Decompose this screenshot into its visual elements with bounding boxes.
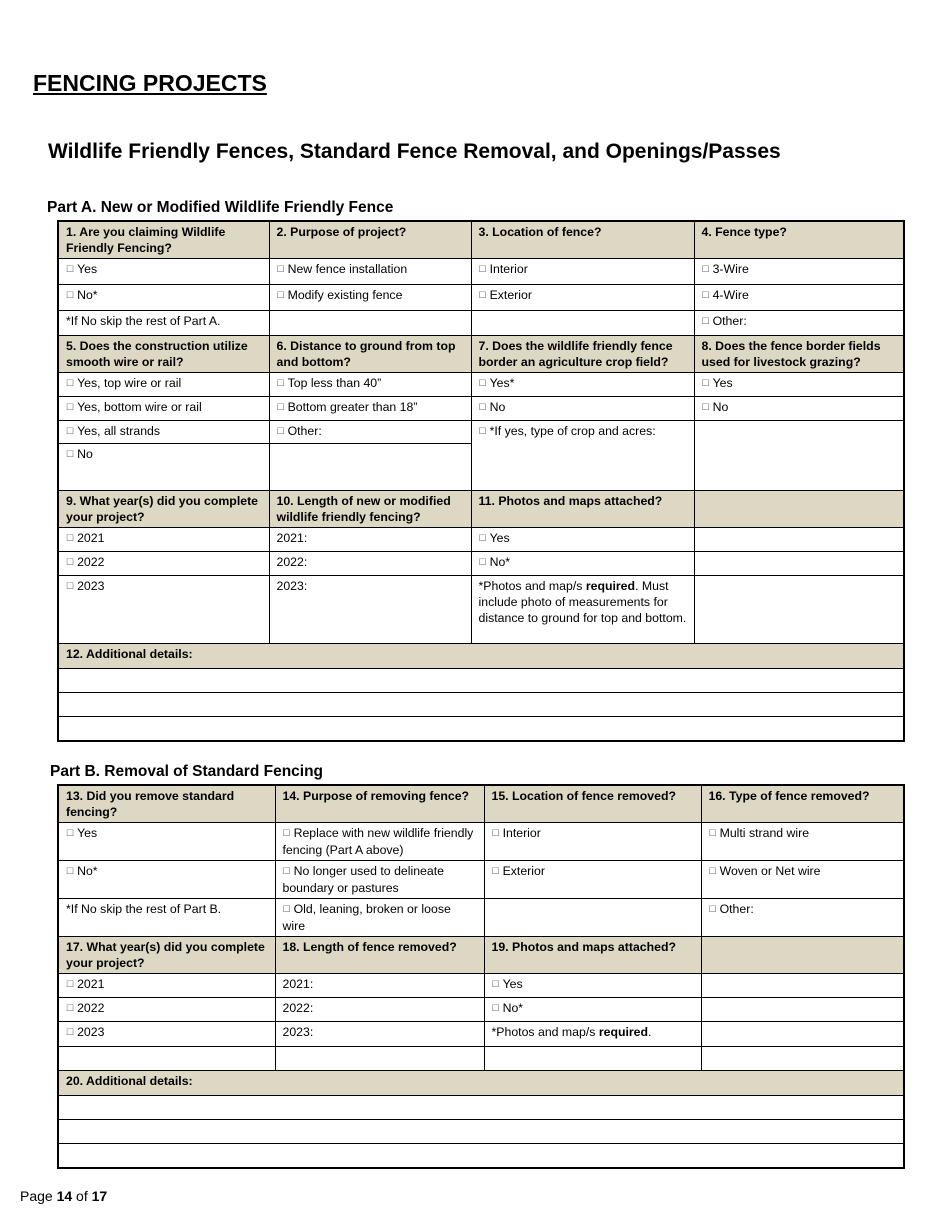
empty-cell[interactable] <box>701 1047 904 1071</box>
q10-header: 10. Length of new or modified wildlife friendly fencing? <box>269 491 471 528</box>
checkbox-icon[interactable]: ☐ <box>708 904 717 914</box>
part-a-heading: Part A. New or Modified Wildlife Friendly Fence <box>47 199 394 216</box>
q15-header: 15. Location of fence removed? <box>484 785 701 823</box>
q19-header: 19. Photos and maps attached? <box>484 937 701 974</box>
section-subtitle: Wildlife Friendly Fences, Standard Fence Removal, and Openings/Passes <box>48 140 781 163</box>
q8-header: 8. Does the fence border fields used for livestock grazing? <box>694 336 904 373</box>
q5-option-bottom[interactable]: ☐ Yes, bottom wire or rail <box>58 397 269 421</box>
checkbox-icon[interactable]: ☐ <box>66 449 75 459</box>
empty-cell[interactable] <box>484 1047 701 1071</box>
q6-option-other[interactable]: ☐ Other: <box>269 421 471 444</box>
checkbox-icon[interactable]: ☐ <box>66 426 75 436</box>
q19-option-no[interactable]: ☐ No* <box>484 998 701 1022</box>
empty-header <box>701 937 904 974</box>
q19-note: *Photos and map/s required. <box>484 1022 701 1047</box>
q5-option-no[interactable]: ☐ No <box>58 444 269 491</box>
empty-cell[interactable] <box>269 311 471 336</box>
q10-length-2021[interactable]: 2021: <box>269 528 471 552</box>
q10-length-2023[interactable]: 2023: <box>269 576 471 644</box>
checkbox-icon[interactable]: ☐ <box>276 290 285 300</box>
checkbox-icon[interactable]: ☐ <box>282 904 291 914</box>
checkbox-icon[interactable]: ☐ <box>66 828 75 838</box>
q11-note: *Photos and map/s required. Must include photo of measurements for distance to ground for top and bottom. <box>471 576 694 644</box>
checkbox-icon[interactable]: ☐ <box>66 1003 75 1013</box>
checkbox-icon[interactable]: ☐ <box>478 378 487 388</box>
q14-option-no-longer[interactable]: ☐ No longer used to delineate boundary or pastures <box>275 861 484 899</box>
empty-cell[interactable] <box>269 444 471 491</box>
q18-length-2023[interactable]: 2023: <box>275 1022 484 1047</box>
q14-option-replace[interactable]: ☐ Replace with new wildlife friendly fencing (Part A above) <box>275 823 484 861</box>
checkbox-icon[interactable]: ☐ <box>66 402 75 412</box>
q16-option-other[interactable]: ☐ Other: <box>701 899 904 937</box>
additional-details-line[interactable] <box>58 1120 904 1144</box>
q16-option-multi[interactable]: ☐ Multi strand wire <box>701 823 904 861</box>
q3-option-exterior[interactable]: ☐ Exterior <box>471 285 694 311</box>
q9-option-2023[interactable]: ☐ 2023 <box>58 576 269 644</box>
empty-cell[interactable] <box>701 974 904 998</box>
q11-option-yes[interactable]: ☐ Yes <box>471 528 694 552</box>
checkbox-icon[interactable]: ☐ <box>276 402 285 412</box>
checkbox-icon[interactable]: ☐ <box>701 290 710 300</box>
q5-header: 5. Does the construction utilize smooth wire or rail? <box>58 336 269 373</box>
checkbox-icon[interactable]: ☐ <box>478 426 487 436</box>
empty-cell[interactable] <box>275 1047 484 1071</box>
checkbox-icon[interactable]: ☐ <box>66 290 75 300</box>
checkbox-icon[interactable]: ☐ <box>66 979 75 989</box>
additional-details-line[interactable] <box>58 1096 904 1120</box>
q4-header: 4. Fence type? <box>694 221 904 259</box>
checkbox-icon[interactable]: ☐ <box>66 264 75 274</box>
q20-header: 20. Additional details: <box>58 1071 904 1096</box>
checkbox-icon[interactable]: ☐ <box>282 828 291 838</box>
q10-length-2022[interactable]: 2022: <box>269 552 471 576</box>
q13-option-no[interactable]: ☐ No* <box>58 861 275 899</box>
checkbox-icon[interactable]: ☐ <box>708 828 717 838</box>
checkbox-icon[interactable]: ☐ <box>491 828 500 838</box>
checkbox-icon[interactable]: ☐ <box>478 290 487 300</box>
q7-option-no[interactable]: ☐ No <box>471 397 694 421</box>
q7-option-yes[interactable]: ☐ Yes* <box>471 373 694 397</box>
q11-header: 11. Photos and maps attached? <box>471 491 694 528</box>
checkbox-icon[interactable]: ☐ <box>478 264 487 274</box>
q17-header: 17. What year(s) did you complete your project? <box>58 937 275 974</box>
checkbox-icon[interactable]: ☐ <box>701 316 710 326</box>
empty-cell[interactable] <box>484 899 701 937</box>
q16-header: 16. Type of fence removed? <box>701 785 904 823</box>
empty-cell[interactable] <box>694 552 904 576</box>
checkbox-icon[interactable]: ☐ <box>708 866 717 876</box>
q17-option-2022[interactable]: ☐ 2022 <box>58 998 275 1022</box>
q13-note: *If No skip the rest of Part B. <box>58 899 275 937</box>
empty-header <box>694 491 904 528</box>
q6-option-bottom[interactable]: ☐ Bottom greater than 18” <box>269 397 471 421</box>
q14-option-old[interactable]: ☐ Old, leaning, broken or loose wire <box>275 899 484 937</box>
empty-cell[interactable] <box>694 528 904 552</box>
q15-option-interior[interactable]: ☐ Interior <box>484 823 701 861</box>
q4-option-3wire[interactable]: ☐ 3-Wire <box>694 259 904 285</box>
additional-details-line[interactable] <box>58 1144 904 1168</box>
additional-details-line[interactable] <box>58 693 904 717</box>
empty-cell[interactable] <box>694 421 904 491</box>
q2-header: 2. Purpose of project? <box>269 221 471 259</box>
checkbox-icon[interactable]: ☐ <box>66 866 75 876</box>
checkbox-icon[interactable]: ☐ <box>478 402 487 412</box>
q12-header: 12. Additional details: <box>58 644 904 669</box>
q9-option-2022[interactable]: ☐ 2022 <box>58 552 269 576</box>
q7-header: 7. Does the wildlife friendly fence border an agriculture crop field? <box>471 336 694 373</box>
checkbox-icon[interactable]: ☐ <box>478 557 487 567</box>
q1-option-no[interactable]: ☐ No* <box>58 285 269 311</box>
q11-option-no[interactable]: ☐ No* <box>471 552 694 576</box>
q14-header: 14. Purpose of removing fence? <box>275 785 484 823</box>
q6-header: 6. Distance to ground from top and bottom? <box>269 336 471 373</box>
q18-length-2021[interactable]: 2021: <box>275 974 484 998</box>
q13-header: 13. Did you remove standard fencing? <box>58 785 275 823</box>
additional-details-line[interactable] <box>58 669 904 693</box>
checkbox-icon[interactable]: ☐ <box>66 533 75 543</box>
checkbox-icon[interactable]: ☐ <box>276 264 285 274</box>
checkbox-icon[interactable]: ☐ <box>66 378 75 388</box>
empty-cell[interactable] <box>58 1047 275 1071</box>
checkbox-icon[interactable]: ☐ <box>701 378 710 388</box>
q5-option-all[interactable]: ☐ Yes, all strands <box>58 421 269 444</box>
q2-option-new[interactable]: ☐ New fence installation <box>269 259 471 285</box>
q4-option-other[interactable]: ☐ Other: <box>694 311 904 336</box>
q2-option-modify[interactable]: ☐ Modify existing fence <box>269 285 471 311</box>
checkbox-icon[interactable]: ☐ <box>478 533 487 543</box>
q15-option-exterior[interactable]: ☐ Exterior <box>484 861 701 899</box>
checkbox-icon[interactable]: ☐ <box>276 378 285 388</box>
page-title: FENCING PROJECTS <box>33 70 267 96</box>
q1-header: 1. Are you claiming Wildlife Friendly Fencing? <box>58 221 269 259</box>
empty-cell[interactable] <box>701 1022 904 1047</box>
part-b-heading: Part B. Removal of Standard Fencing <box>50 763 324 780</box>
checkbox-icon[interactable]: ☐ <box>276 426 285 436</box>
checkbox-icon[interactable]: ☐ <box>66 1027 75 1037</box>
q9-header: 9. What year(s) did you complete your project? <box>58 491 269 528</box>
q13-option-yes[interactable]: ☐ Yes <box>58 823 275 861</box>
q3-option-interior[interactable]: ☐ Interior <box>471 259 694 285</box>
checkbox-icon[interactable]: ☐ <box>66 581 75 591</box>
q1-note: *If No skip the rest of Part A. <box>58 311 269 336</box>
q9-option-2021[interactable]: ☐ 2021 <box>58 528 269 552</box>
checkbox-icon[interactable]: ☐ <box>282 866 291 876</box>
empty-cell[interactable] <box>701 998 904 1022</box>
checkbox-icon[interactable]: ☐ <box>66 557 75 567</box>
checkbox-icon[interactable]: ☐ <box>491 979 500 989</box>
empty-cell[interactable] <box>471 311 694 336</box>
q1-option-yes[interactable]: ☐ Yes <box>58 259 269 285</box>
checkbox-icon[interactable]: ☐ <box>701 402 710 412</box>
q8-option-yes[interactable]: ☐ Yes <box>694 373 904 397</box>
q8-option-no[interactable]: ☐ No <box>694 397 904 421</box>
q18-header: 18. Length of fence removed? <box>275 937 484 974</box>
q19-option-yes[interactable]: ☐ Yes <box>484 974 701 998</box>
empty-cell[interactable] <box>694 576 904 644</box>
q16-option-woven[interactable]: ☐ Woven or Net wire <box>701 861 904 899</box>
checkbox-icon[interactable]: ☐ <box>701 264 710 274</box>
additional-details-line[interactable] <box>58 717 904 741</box>
part-b-table <box>57 784 905 1169</box>
q7-option-crop[interactable]: ☐ *If yes, type of crop and acres: <box>471 421 694 491</box>
q17-option-2021[interactable]: ☐ 2021 <box>58 974 275 998</box>
part-a-table <box>57 220 905 742</box>
q5-option-top[interactable]: ☐ Yes, top wire or rail <box>58 373 269 397</box>
checkbox-icon[interactable]: ☐ <box>491 866 500 876</box>
checkbox-icon[interactable]: ☐ <box>491 1003 500 1013</box>
q17-option-2023[interactable]: ☐ 2023 <box>58 1022 275 1047</box>
page-number: Page 14 of 17 <box>20 1188 108 1204</box>
q18-length-2022[interactable]: 2022: <box>275 998 484 1022</box>
q3-header: 3. Location of fence? <box>471 221 694 259</box>
q4-option-4wire[interactable]: ☐ 4-Wire <box>694 285 904 311</box>
q6-option-top[interactable]: ☐ Top less than 40” <box>269 373 471 397</box>
